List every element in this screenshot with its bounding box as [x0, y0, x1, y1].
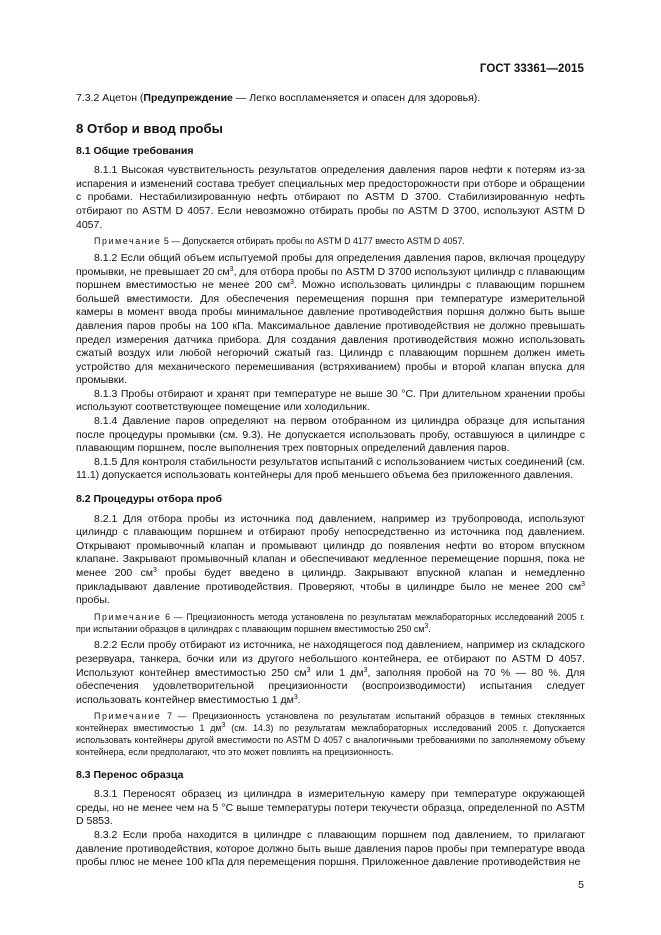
section-8-title: 8 Отбор и ввод пробы: [76, 120, 223, 136]
paragraph-8-1-4: 8.1.4 Давление паров определяют на первом отобранном из цилиндра образце для испытания после процедуры промывки (см. 9.3). Не допускается использовать пробу, оставшуюся в цилиндре с плавающим поршнем, после выполнения трех повторных определений давления паров.: [76, 415, 585, 455]
paragraph-8-2-1: 8.2.1 Для отбора пробы из источника под давлением, например из трубопровода, используют цилиндр с плавающим поршнем и отбирают пробу непосредственно из источника под давлением. Открывают промывочный клапан и промывают цилиндр до появления нефти во втором впускном клапане. Закрывают промывочный клапан и обеспечивают медленное перемещение поршня, пока не менее 200 $см^3$ пробы будет введено в цилиндр. Закрывают впускной клапан и немедленно прикладывают давление противодействия. Проверяют, чтобы в цилиндре было не менее 200 $см^3$ пробы.: [76, 512, 585, 607]
paragraph-8-1-2: 8.1.2 Если общий объем испытуемой пробы для определения давления паров, включая процедуру промывки, не превышает 20 $см^3$, для отбора пробы по ASTM D 3700 используют цилиндр с плавающим поршнем вместимостью не менее 200 $см^3$. Можно использовать цилиндры с плавающим поршнем большей вместимости. Для обеспечения перемещения поршня при температуре измерительной камеры в момент ввода пробы минимальное давление противодействия поршня должно быть выше давления паров пробы на 100 кПа. Максимальное давление противодействия не должно превышать предел измерения датчика прибора. Для создания давления противодействия можно использовать сжатый воздух или любой негорючий сжатый газ. Цилиндр с плавающим поршнем должен иметь устройство для механического перемешивания (встряхиванием) пробы и второй клапан впуска для промывки.: [76, 251, 585, 387]
note-5: Примечание 5 — Допускается отбирать пробы по ASTM D 4177 вместо ASTM D 4057.: [94, 236, 465, 247]
note-7: Примечание 7 — Прецизионность установлена по результатам испытаний образцов в темных стеклянных контейнерах вместимостью 1 $дм^3$ (см. 14.3) по результатам межлабораторных исследований 2005 г. Допускается использовать контейнеры другой вместимости по ASTM D 4057 с аналогичными требованиями по заполняемому объему контейнера, если предполагают, что это может повлиять на прецизионность.: [76, 711, 585, 757]
page-number: 5: [578, 879, 584, 891]
paragraph-8-1-3: 8.1.3 Пробы отбирают и хранят при температуре не выше 30 °С. При длительном хранении пробы используют соответствующее помещение или холодильник.: [76, 387, 585, 414]
section-8-3-title: 8.3 Перенос образца: [76, 768, 184, 781]
paragraph-8-3-1: 8.3.1 Переносят образец из цилиндра в измерительную камеру при температуре окружающей среды, но не менее чем на 5 °С выше температуры потери текучести образца, определенной по ASTM D 5853.: [76, 788, 585, 828]
document-header: ГОСТ 33361—2015: [479, 63, 584, 75]
document-body: [76, 92, 585, 870]
warning-label: Предупреждение: [143, 92, 233, 104]
paragraph-8-1-1: 8.1.1 Высокая чувствительность результатов определения давления паров нефти к потерям из-за испарения и изменений состава требует специальных мер предосторожности при отборе и обращении с пробами. Нестабилизированную нефть отбирают по ASTM D 3700. Стабилизированную нефть отбирают по ASTM D 4057. Если невозможно отбирать пробы по ASTM D 3700, используют ASTM D 4057.: [76, 164, 585, 231]
section-8-2-title: 8.2 Процедуры отбора проб: [76, 493, 222, 506]
paragraph-8-2-2: 8.2.2 Если пробу отбирают из источника, не находящегося под давлением, например из складского резервуара, танкера, бочки или из другого небольшого контейнера, ее отбирают по ASTM D 4057. Используют контейнер вместимостью 250 $см^3$ или 1 $дм^3$, заполняя пробой на 70 % — 80 %. Для обеспечения удовлетворительной прецизионности (воспроизводимости) испытания следует использовать контейнер вместимостью 1 $дм^3$.: [76, 639, 585, 706]
paragraph-8-3-2: 8.3.2 Если проба находится в цилиндре с плавающим поршнем под давлением, то прилагают давление противодействия, которое должно быть выше давления паров пробы при температуре ввода пробы плюс не менее 100 кПа для перемещения поршня. Приложенное давление противодействия не: [76, 828, 585, 869]
paragraph-7-3-2: 7.3.2 Ацетон (Предупреждение — Легко воспламеняется и опасен для здоровья).: [76, 92, 481, 104]
section-8-1-title: 8.1 Общие требования: [76, 144, 194, 157]
note-6: Примечание 6 — Прецизионность метода установлена по результатам межлабораторных исследований 2005 г. при испытании образцов в цилиндрах с плавающим поршнем вместимостью 250 $см^3$.: [76, 611, 585, 634]
paragraph-8-1-5: 8.1.5 Для контроля стабильности результатов испытаний с использованием чистых соединений (см. 11.1) допускается использовать контейнеры для проб меньшего объема без приложенного давления.: [76, 455, 585, 482]
